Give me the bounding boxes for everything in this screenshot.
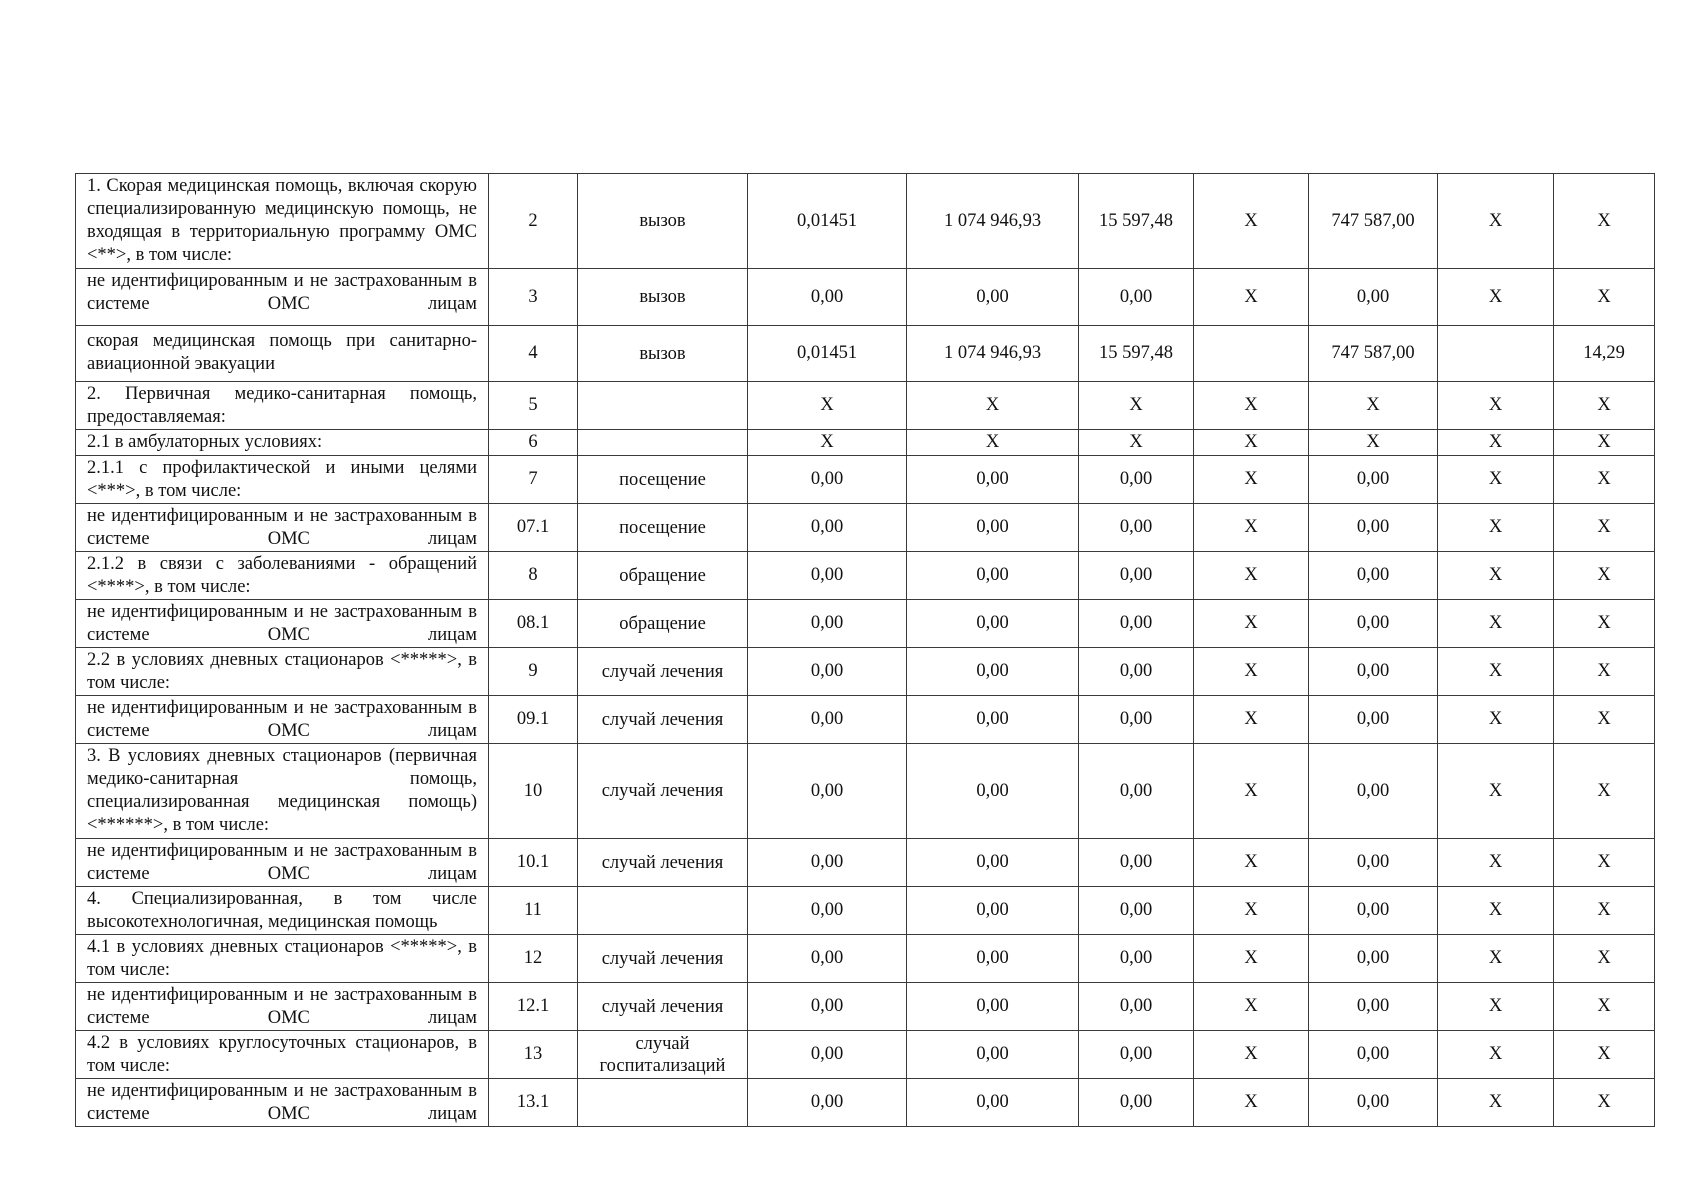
value-cell: X [748, 430, 907, 456]
value-cell: 0,00 [1079, 887, 1194, 935]
table-row [76, 1079, 1655, 1127]
value-cell: 0,00 [1309, 269, 1438, 326]
value-cell: 0,00 [1309, 744, 1438, 839]
value-cell: 0,00 [748, 456, 907, 504]
value-cell: X [1194, 1031, 1309, 1079]
financing-table [75, 173, 1655, 1127]
value-cell: 0,00 [748, 1079, 907, 1127]
line-number-cell: 12 [489, 935, 578, 983]
line-number-cell: 2 [489, 174, 578, 269]
line-number-cell: 10 [489, 744, 578, 839]
value-cell: 0,00 [907, 269, 1079, 326]
value-cell: 747 587,00 [1309, 174, 1438, 269]
table-row [76, 382, 1655, 430]
unit-cell [578, 887, 748, 935]
value-cell: X [1194, 382, 1309, 430]
value-cell: 0,00 [748, 552, 907, 600]
value-cell: 0,00 [748, 1031, 907, 1079]
table-row [76, 935, 1655, 983]
value-cell: 0,00 [1079, 456, 1194, 504]
value-cell: 0,00 [907, 744, 1079, 839]
value-cell: X [1194, 552, 1309, 600]
value-cell: 0,00 [1309, 504, 1438, 552]
row-name-cell: не идентифицированным и не застрахованным в системе ОМС лицам [76, 269, 489, 326]
value-cell: 0,00 [748, 504, 907, 552]
value-cell: X [1554, 839, 1655, 887]
value-cell: 1 074 946,93 [907, 174, 1079, 269]
line-number-cell: 6 [489, 430, 578, 456]
row-name-cell: не идентифицированным и не застрахованным в системе ОМС лицам [76, 600, 489, 648]
table-row [76, 456, 1655, 504]
value-cell: 0,00 [907, 552, 1079, 600]
value-cell: X [1438, 456, 1554, 504]
unit-cell: случай лечения [578, 935, 748, 983]
unit-cell: вызов [578, 269, 748, 326]
line-number-cell: 8 [489, 552, 578, 600]
value-cell: 0,00 [907, 648, 1079, 696]
row-name-cell: не идентифицированным и не застрахованным в системе ОМС лицам [76, 983, 489, 1031]
value-cell: 0,00 [1079, 744, 1194, 839]
value-cell: 0,00 [1079, 839, 1194, 887]
row-name-cell: 2.1 в амбулаторных условиях: [76, 430, 489, 456]
value-cell: X [1554, 504, 1655, 552]
row-name-cell: скорая медицинская помощь при санитарно-авиационной эвакуации [76, 326, 489, 382]
value-cell: X [1554, 456, 1655, 504]
line-number-cell: 13.1 [489, 1079, 578, 1127]
table-row [76, 552, 1655, 600]
value-cell: 0,00 [907, 839, 1079, 887]
line-number-cell: 07.1 [489, 504, 578, 552]
value-cell: 0,01451 [748, 326, 907, 382]
value-cell: X [1554, 935, 1655, 983]
value-cell: 0,00 [748, 983, 907, 1031]
value-cell: 0,00 [1309, 552, 1438, 600]
value-cell: X [748, 382, 907, 430]
unit-cell [578, 430, 748, 456]
value-cell: X [907, 382, 1079, 430]
table-row [76, 326, 1655, 382]
value-cell: X [1438, 887, 1554, 935]
table-row [76, 174, 1655, 269]
value-cell: X [1438, 744, 1554, 839]
row-name-cell: 1. Скорая медицинская помощь, включая скорую специализированную медицинскую помощь, не входящая в территориальную программу ОМС <**>, в том числе: [76, 174, 489, 269]
unit-cell: случай лечения [578, 744, 748, 839]
value-cell: X [1554, 887, 1655, 935]
unit-cell: посещение [578, 504, 748, 552]
value-cell: X [1194, 1079, 1309, 1127]
value-cell: 0,00 [1309, 887, 1438, 935]
value-cell: 0,00 [1079, 504, 1194, 552]
table-row [76, 1031, 1655, 1079]
value-cell: X [907, 430, 1079, 456]
value-cell: X [1554, 552, 1655, 600]
value-cell: 0,00 [907, 696, 1079, 744]
unit-cell: случай лечения [578, 696, 748, 744]
value-cell: 0,00 [907, 935, 1079, 983]
unit-cell: случай госпитализаций [578, 1031, 748, 1079]
value-cell: 0,00 [1079, 983, 1194, 1031]
row-name-cell: не идентифицированным и не застрахованным в системе ОМС лицам [76, 504, 489, 552]
value-cell: X [1554, 382, 1655, 430]
row-name-cell: 2.2 в условиях дневных стационаров <*****>, в том числе: [76, 648, 489, 696]
value-cell: 0,00 [907, 1079, 1079, 1127]
value-cell: 15 597,48 [1079, 174, 1194, 269]
row-name-cell: 4.2 в условиях круглосуточных стационаров, в том числе: [76, 1031, 489, 1079]
value-cell: 0,00 [907, 600, 1079, 648]
value-cell: X [1554, 269, 1655, 326]
value-cell: X [1554, 1031, 1655, 1079]
value-cell: 0,00 [748, 744, 907, 839]
value-cell: 0,00 [907, 504, 1079, 552]
value-cell: X [1554, 174, 1655, 269]
row-name-cell: не идентифицированным и не застрахованным в системе ОМС лицам [76, 696, 489, 744]
value-cell: X [1438, 935, 1554, 983]
line-number-cell: 11 [489, 887, 578, 935]
value-cell: X [1554, 600, 1655, 648]
value-cell: X [1194, 696, 1309, 744]
value-cell: 0,00 [1079, 1031, 1194, 1079]
unit-cell [578, 1079, 748, 1127]
row-name-cell: 2. Первичная медико-санитарная помощь, предоставляемая: [76, 382, 489, 430]
table-row [76, 269, 1655, 326]
row-name-cell: не идентифицированным и не застрахованным в системе ОМС лицам [76, 839, 489, 887]
table-row [76, 648, 1655, 696]
line-number-cell: 9 [489, 648, 578, 696]
value-cell: 747 587,00 [1309, 326, 1438, 382]
value-cell: 0,00 [907, 1031, 1079, 1079]
value-cell: X [1438, 1079, 1554, 1127]
unit-cell: случай лечения [578, 983, 748, 1031]
value-cell: X [1194, 839, 1309, 887]
value-cell: 0,00 [748, 600, 907, 648]
value-cell: 0,00 [1309, 983, 1438, 1031]
value-cell: X [1194, 504, 1309, 552]
unit-cell: случай лечения [578, 839, 748, 887]
value-cell: 15 597,48 [1079, 326, 1194, 382]
row-name-cell: 2.1.2 в связи с заболеваниями - обращений <****>, в том числе: [76, 552, 489, 600]
value-cell: 0,00 [748, 935, 907, 983]
value-cell: X [1438, 552, 1554, 600]
value-cell: X [1438, 430, 1554, 456]
value-cell: X [1554, 983, 1655, 1031]
value-cell: 0,00 [1309, 648, 1438, 696]
value-cell: 0,00 [1079, 600, 1194, 648]
table-row [76, 504, 1655, 552]
value-cell: X [1438, 269, 1554, 326]
unit-cell: вызов [578, 174, 748, 269]
value-cell: X [1438, 696, 1554, 744]
value-cell: X [1438, 648, 1554, 696]
value-cell: X [1194, 600, 1309, 648]
line-number-cell: 3 [489, 269, 578, 326]
value-cell: X [1079, 382, 1194, 430]
row-name-cell: 2.1.1 с профилактической и иными целями <***>, в том числе: [76, 456, 489, 504]
value-cell: X [1438, 174, 1554, 269]
value-cell: X [1438, 504, 1554, 552]
value-cell: 0,00 [748, 648, 907, 696]
table-row [76, 430, 1655, 456]
value-cell: X [1438, 983, 1554, 1031]
value-cell: X [1194, 648, 1309, 696]
table-row [76, 887, 1655, 935]
value-cell: 0,00 [907, 983, 1079, 1031]
value-cell: 0,00 [748, 839, 907, 887]
value-cell: 0,00 [1309, 456, 1438, 504]
value-cell: 0,00 [907, 456, 1079, 504]
value-cell: 0,00 [1309, 696, 1438, 744]
value-cell: X [1194, 269, 1309, 326]
value-cell: X [1554, 648, 1655, 696]
value-cell: 0,00 [1309, 1031, 1438, 1079]
table-row [76, 983, 1655, 1031]
value-cell: 0,01451 [748, 174, 907, 269]
value-cell [1438, 326, 1554, 382]
line-number-cell: 7 [489, 456, 578, 504]
value-cell: 0,00 [1309, 839, 1438, 887]
value-cell: X [1194, 983, 1309, 1031]
value-cell: X [1438, 600, 1554, 648]
value-cell: X [1438, 382, 1554, 430]
row-name-cell: 4.1 в условиях дневных стационаров <*****>, в том числе: [76, 935, 489, 983]
line-number-cell: 12.1 [489, 983, 578, 1031]
value-cell: 0,00 [1079, 935, 1194, 983]
row-name-cell: 4. Специализированная, в том числе высокотехнологичная, медицинская помощь [76, 887, 489, 935]
value-cell: X [1554, 430, 1655, 456]
unit-cell: обращение [578, 600, 748, 648]
value-cell: X [1194, 174, 1309, 269]
value-cell: X [1194, 744, 1309, 839]
value-cell: 0,00 [1309, 600, 1438, 648]
value-cell: 0,00 [748, 269, 907, 326]
table-row [76, 600, 1655, 648]
line-number-cell: 4 [489, 326, 578, 382]
table-row [76, 839, 1655, 887]
value-cell: 0,00 [1079, 552, 1194, 600]
value-cell: X [1309, 430, 1438, 456]
value-cell: X [1309, 382, 1438, 430]
value-cell: 14,29 [1554, 326, 1655, 382]
value-cell: 0,00 [907, 887, 1079, 935]
value-cell: X [1194, 430, 1309, 456]
line-number-cell: 09.1 [489, 696, 578, 744]
value-cell: X [1194, 456, 1309, 504]
unit-cell: случай лечения [578, 648, 748, 696]
line-number-cell: 5 [489, 382, 578, 430]
value-cell: X [1438, 1031, 1554, 1079]
value-cell: 0,00 [1079, 648, 1194, 696]
value-cell: 0,00 [748, 696, 907, 744]
value-cell: 0,00 [1079, 269, 1194, 326]
unit-cell: обращение [578, 552, 748, 600]
line-number-cell: 13 [489, 1031, 578, 1079]
value-cell: X [1554, 696, 1655, 744]
value-cell: 1 074 946,93 [907, 326, 1079, 382]
value-cell: 0,00 [1309, 1079, 1438, 1127]
value-cell: X [1079, 430, 1194, 456]
unit-cell: вызов [578, 326, 748, 382]
value-cell: X [1554, 744, 1655, 839]
value-cell: X [1194, 887, 1309, 935]
unit-cell: посещение [578, 456, 748, 504]
row-name-cell: не идентифицированным и не застрахованным в системе ОМС лицам [76, 1079, 489, 1127]
value-cell: X [1438, 839, 1554, 887]
value-cell [1194, 326, 1309, 382]
value-cell: 0,00 [1079, 696, 1194, 744]
line-number-cell: 08.1 [489, 600, 578, 648]
table-row [76, 744, 1655, 839]
value-cell: 0,00 [1079, 1079, 1194, 1127]
value-cell: 0,00 [748, 887, 907, 935]
row-name-cell: 3. В условиях дневных стационаров (первичная медико-санитарная помощь, специализированная медицинская помощь) <******>, в том числе: [76, 744, 489, 839]
unit-cell [578, 382, 748, 430]
value-cell: X [1554, 1079, 1655, 1127]
line-number-cell: 10.1 [489, 839, 578, 887]
value-cell: 0,00 [1309, 935, 1438, 983]
table-row [76, 696, 1655, 744]
value-cell: X [1194, 935, 1309, 983]
